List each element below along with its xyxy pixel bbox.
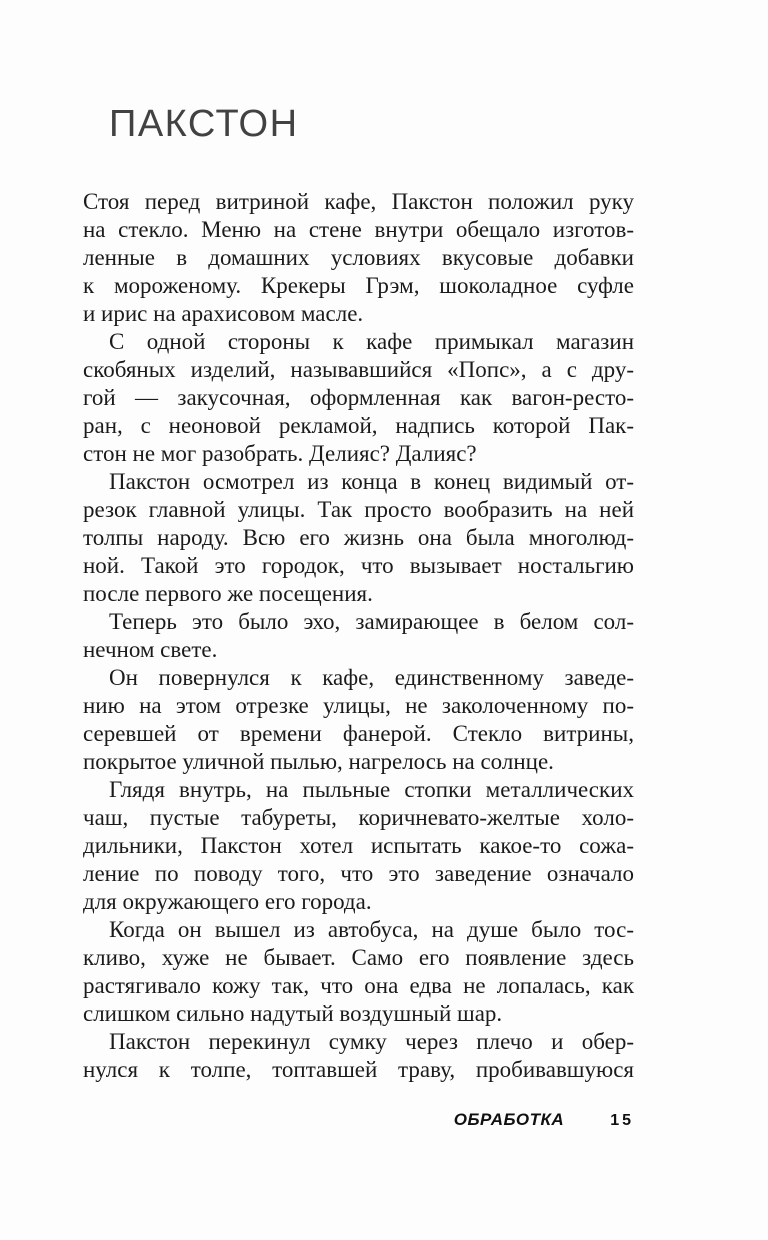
text-line: и ирис на арахисовом масле. bbox=[83, 301, 364, 326]
text-line: после первого же посещения. bbox=[83, 581, 373, 606]
text-line: ной. Такой это городок, что вызывает ностальгию bbox=[83, 553, 634, 578]
page-footer bbox=[83, 1110, 634, 1130]
paragraph bbox=[83, 916, 634, 1028]
paragraph bbox=[83, 608, 634, 664]
text-line: ление по поводу того, что это заведение означало bbox=[83, 861, 634, 886]
text-line: ран, с неоновой рекламой, надпись которой Пак- bbox=[83, 413, 634, 438]
text-line: нулся к толпе, топтавшей траву, пробивавшуюся bbox=[83, 1057, 634, 1082]
paragraph bbox=[83, 468, 634, 608]
text-line: Пакстон перекинул сумку через плечо и обер- bbox=[109, 1029, 634, 1054]
running-title: ОБРАБОТКА bbox=[453, 1110, 565, 1129]
text-line: Стоя перед витриной кафе, Пакстон положил руку bbox=[83, 189, 634, 214]
text-line: стон не мог разобрать. Делияс? Далияс? bbox=[83, 441, 477, 466]
body-text bbox=[83, 188, 634, 1084]
text-line: ленные в домашних условиях вкусовые добавки bbox=[83, 245, 634, 270]
text-line: серевшей от времени фанерой. Стекло витрины, bbox=[83, 721, 634, 746]
paragraph bbox=[83, 664, 634, 776]
text-line: растягивало кожу так, что она едва не лопалась, как bbox=[83, 973, 634, 998]
text-line: нечном свете. bbox=[83, 637, 218, 662]
text-line: для окружающего его города. bbox=[83, 889, 372, 914]
text-line: к мороженому. Крекеры Грэм, шоколадное суфле bbox=[83, 273, 634, 298]
text-line: резок главной улицы. Так просто вообразить на ней bbox=[83, 497, 634, 522]
paragraph bbox=[83, 1028, 634, 1084]
text-line: гой — закусочная, оформленная как вагон-ресто- bbox=[83, 385, 634, 410]
text-line: С одной стороны к кафе примыкал магазин bbox=[109, 329, 634, 354]
text-line: Он повернулся к кафе, единственному заведе- bbox=[109, 665, 634, 690]
paragraph bbox=[83, 188, 634, 328]
text-line: слишком сильно надутый воздушный шар. bbox=[83, 1001, 503, 1026]
chapter-title: ПАКСТОН bbox=[109, 103, 299, 145]
text-line: толпы народу. Всю его жизнь она была многолюд- bbox=[83, 525, 634, 550]
text-line: Глядя внутрь, на пыльные стопки металлических bbox=[109, 777, 634, 802]
text-line: покрытое уличной пылью, нагрелось на солнце. bbox=[83, 749, 554, 774]
text-line: на стекло. Меню на стене внутри обещало изготов- bbox=[83, 217, 634, 242]
text-line: чаш, пустые табуреты, коричневато-желтые холо- bbox=[83, 805, 634, 830]
paragraph bbox=[83, 328, 634, 468]
text-line: Когда он вышел из автобуса, на душе было тос- bbox=[109, 917, 634, 942]
text-line: Пакстон осмотрел из конца в конец видимый от- bbox=[109, 469, 634, 494]
text-line: Теперь это было эхо, замирающее в белом сол- bbox=[109, 609, 634, 634]
paragraph bbox=[83, 776, 634, 916]
text-line: дильники, Пакстон хотел испытать какое-то сожа- bbox=[83, 833, 634, 858]
text-line: нию на этом отрезке улицы, не заколоченному по- bbox=[83, 693, 634, 718]
text-line: скобяных изделий, называвшийся «Попс», а с дру- bbox=[83, 357, 634, 382]
page-number: 15 bbox=[610, 1112, 634, 1129]
text-line: кливо, хуже не бывает. Само его появление здесь bbox=[83, 945, 634, 970]
